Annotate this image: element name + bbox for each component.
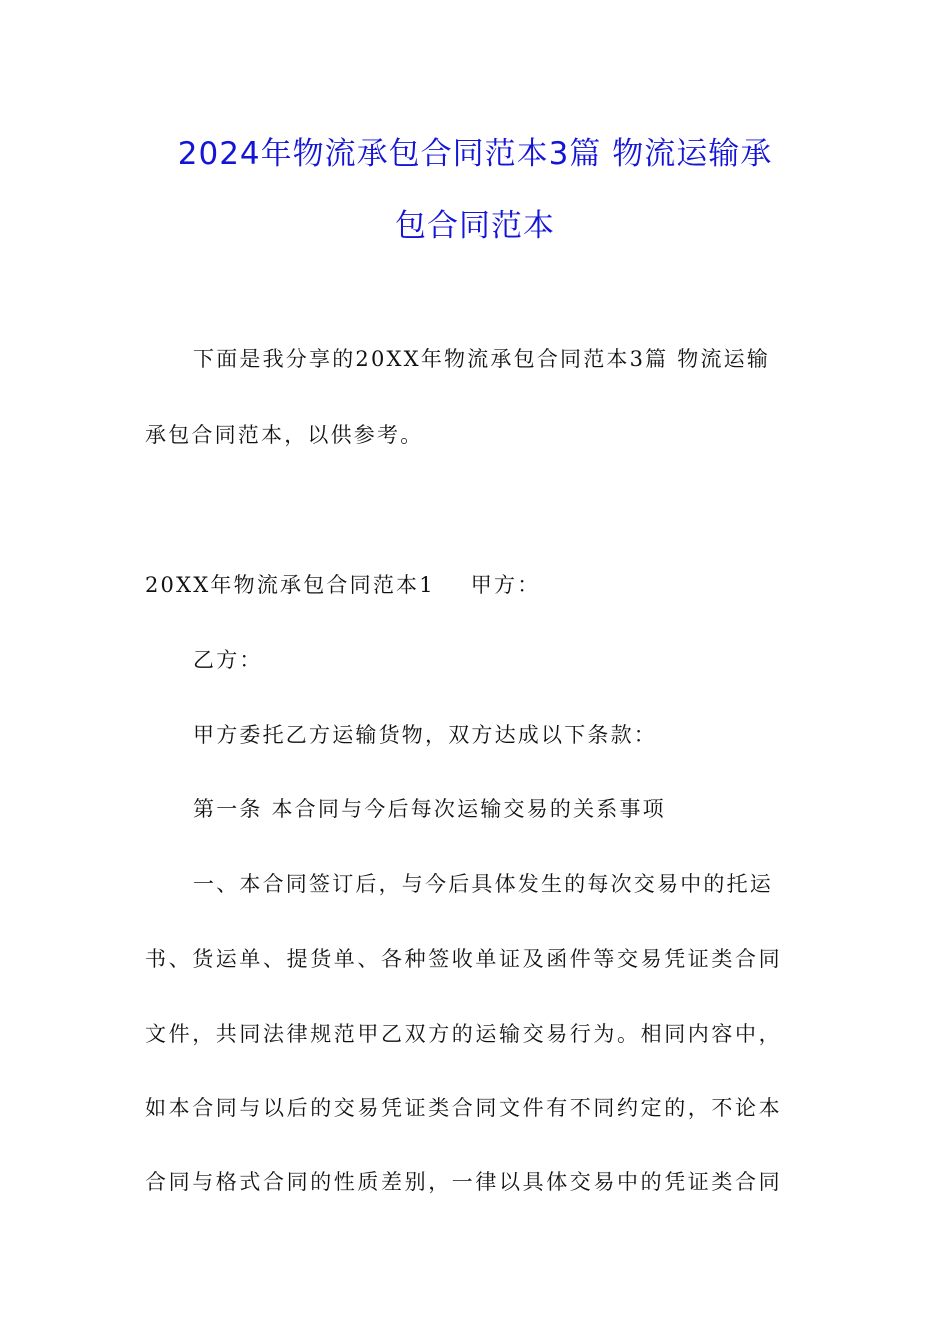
clause-one-line-4: 如本合同与以后的交易凭证类合同文件有不同约定的，不论本	[145, 1096, 783, 1120]
article-one-heading: 第一条 本合同与今后每次运输交易的关系事项	[193, 797, 666, 821]
clause-one-line-3: 文件，共同法律规范甲乙双方的运输交易行为。相同内容中，	[145, 1022, 783, 1046]
party-a-label: 甲方：	[470, 573, 541, 597]
document-title-line-1: 2024年物流承包合同范本3篇 物流运输承	[177, 136, 773, 172]
intro-line-1: 下面是我分享的20XX年物流承包合同范本3篇 物流运输	[193, 347, 771, 371]
intro-line-2: 承包合同范本，以供参考。	[145, 423, 424, 447]
contract-heading-line	[145, 571, 810, 599]
agreement-statement: 甲方委托乙方运输货物，双方达成以下条款：	[193, 723, 657, 747]
party-b-label: 乙方：	[193, 648, 263, 672]
document-title-line-2: 包合同范本	[395, 208, 555, 244]
clause-one-line-5: 合同与格式合同的性质差别，一律以具体交易中的凭证类合同	[145, 1170, 783, 1194]
clause-one-line-2: 书、货运单、提货单、各种签收单证及函件等交易凭证类合同	[145, 947, 783, 971]
clause-one-line-1: 一、本合同签订后，与今后具体发生的每次交易中的托运	[193, 872, 773, 896]
section-heading: 20XX年物流承包合同范本1	[145, 573, 435, 597]
